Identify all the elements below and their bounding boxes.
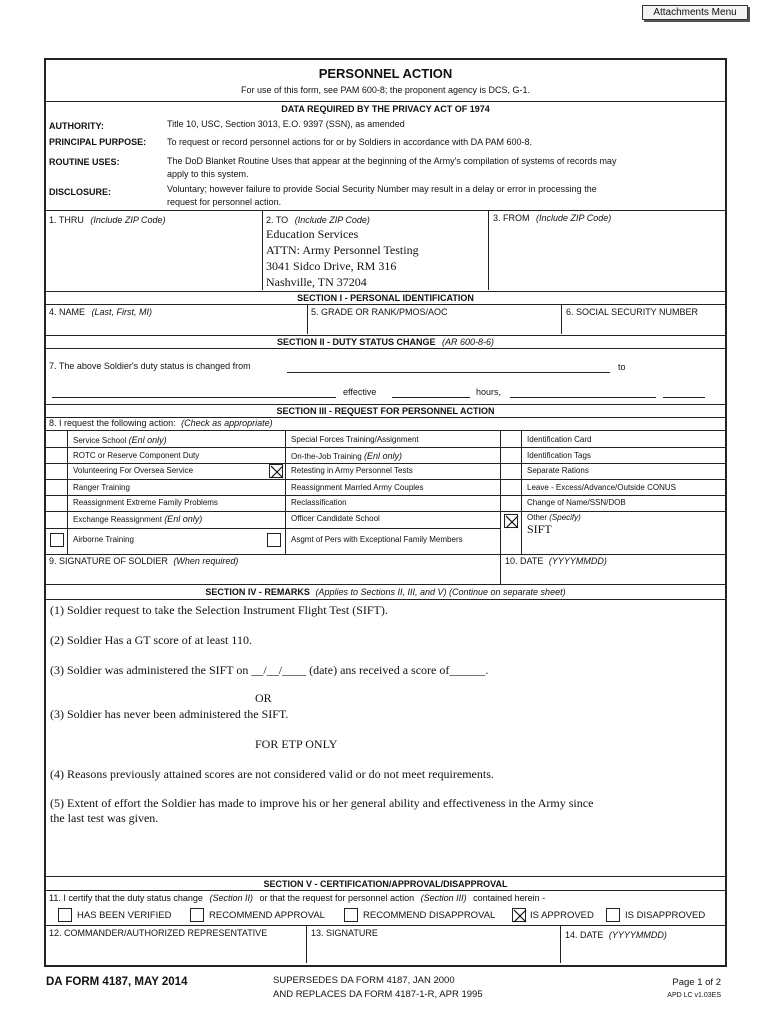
exceptional-family-checkbox[interactable]: [267, 533, 281, 547]
service-school-option[interactable]: Service School (Enl only): [73, 435, 167, 445]
check-x-icon: [513, 909, 527, 923]
supersedes-line-1: SUPERSEDES DA FORM 4187, JAN 2000: [273, 975, 455, 986]
remark-line: the last test was given.: [50, 811, 159, 825]
recommend-disapproval-label: RECOMMEND DISAPPROVAL: [363, 910, 496, 921]
recommend-approval-checkbox[interactable]: [190, 908, 204, 922]
airborne-training-option[interactable]: Airborne Training: [73, 535, 134, 544]
other-checkbox[interactable]: [504, 514, 518, 528]
to-label: 2. TO: [266, 215, 289, 225]
remark-line: OR: [255, 691, 272, 705]
exceptional-family-option[interactable]: Asgmt of Pers with Exceptional Family Members: [291, 535, 463, 544]
purpose-text: To request or record personnel actions for or by Soldiers in accordance with DA PAM 600-8.: [167, 137, 533, 147]
request-label: 8. I request the following action:: [49, 418, 176, 428]
to-address-line-2: ATTN: Army Personnel Testing: [266, 243, 419, 257]
grade-field[interactable]: 5. GRADE OR RANK/PMOS/AOC: [311, 307, 448, 317]
from-field[interactable]: [493, 213, 611, 223]
remark-line: (1) Soldier request to take the Selection Instrument Flight Test (SIFT).: [50, 603, 388, 617]
supersedes-line-2: AND REPLACES DA FORM 4187-1-R, APR 1995: [273, 989, 483, 1000]
to-address-line-4: Nashville, TN 37204: [266, 275, 367, 289]
soldier-signature-hint: (When required): [173, 556, 239, 566]
from-status-input[interactable]: [287, 372, 610, 373]
ojt-option[interactable]: On-the-Job Training (Enl only): [291, 451, 402, 461]
form-title: PERSONNEL ACTION: [318, 66, 453, 81]
approval-date-field[interactable]: [565, 930, 667, 940]
hours-extra-input[interactable]: [663, 397, 705, 398]
verified-checkbox[interactable]: [58, 908, 72, 922]
section2-ref: (AR 600-8-6): [442, 337, 495, 347]
form-id: DA FORM 4187, MAY 2014: [46, 976, 188, 988]
thru-hint: (Include ZIP Code): [90, 215, 166, 225]
section2-heading: [44, 337, 727, 347]
effective-word: effective: [343, 387, 377, 397]
ranger-training-option[interactable]: Ranger Training: [73, 483, 130, 492]
retesting-option[interactable]: Retesting in Army Personnel Tests: [291, 466, 413, 475]
is-disapproved-label: IS DISAPPROVED: [625, 910, 706, 921]
approval-date-label: 14. DATE: [565, 930, 604, 940]
hours-input[interactable]: [510, 397, 656, 398]
form-version: APD LC v1.03ES: [667, 992, 721, 999]
from-hint: (Include ZIP Code): [536, 213, 612, 223]
section3-heading: SECTION III - REQUEST FOR PERSONNEL ACTION: [276, 406, 495, 416]
thru-field[interactable]: [49, 215, 166, 225]
section5-heading: SECTION V - CERTIFICATION/APPROVAL/DISAPPROVAL: [263, 879, 508, 889]
oversea-service-option[interactable]: Volunteering For Oversea Service: [73, 466, 194, 475]
authority-label: AUTHORITY:: [49, 121, 104, 131]
is-disapproved-checkbox[interactable]: [606, 908, 620, 922]
rotc-duty-option[interactable]: ROTC or Reserve Component Duty: [73, 451, 200, 460]
thru-label: 1. THRU: [49, 215, 84, 225]
is-approved-label: IS APPROVED: [530, 910, 594, 921]
recommend-disapproval-checkbox[interactable]: [344, 908, 358, 922]
is-approved-checkbox[interactable]: [512, 908, 526, 922]
disclosure-text-1: Voluntary; however failure to provide Social Security Number may result in a delay or error in processing the: [167, 184, 597, 194]
married-couples-option[interactable]: Reassignment Married Army Couples: [291, 483, 424, 492]
remark-line: (3) Soldier has never been administered the SIFT.: [50, 707, 289, 721]
to-address-line-1: Education Services: [266, 227, 359, 241]
from-label: 3. FROM: [493, 213, 530, 223]
request-hint: (Check as appropriate): [181, 418, 273, 428]
routine-text-2: apply to this system.: [167, 169, 249, 179]
retesting-checkbox[interactable]: [269, 464, 283, 478]
ocs-option[interactable]: Officer Candidate School: [291, 514, 380, 523]
section4-title: SECTION IV - REMARKS: [205, 587, 310, 597]
separate-rations-option[interactable]: Separate Rations: [527, 466, 589, 475]
other-specify-value[interactable]: SIFT: [527, 522, 552, 536]
other-option[interactable]: Other (Specify): [527, 513, 581, 522]
soldier-signature-field[interactable]: [49, 556, 238, 566]
leave-option[interactable]: Leave - Excess/Advance/Outside CONUS: [527, 483, 676, 492]
to-address-line-3: 3041 Sidco Drive, RM 316: [266, 259, 397, 273]
hours-word: hours,: [476, 387, 502, 397]
name-field[interactable]: [49, 307, 152, 317]
remark-line: (4) Reasons previously attained scores are not considered valid or do not meet requirements.: [50, 767, 494, 781]
attachments-menu-button[interactable]: Attachments Menu: [642, 5, 748, 20]
page-number: Page 1 of 2: [672, 977, 721, 988]
routine-label: ROUTINE USES:: [49, 157, 120, 167]
approval-date-hint: (YYYYMMDD): [608, 930, 667, 940]
recommend-approval-label: RECOMMEND APPROVAL: [209, 910, 325, 921]
commander-field[interactable]: 12. COMMANDER/AUTHORIZED REPRESENTATIVE: [49, 928, 268, 938]
form-frame: [44, 58, 727, 967]
duty-status-line: 7. The above Soldier's duty status is changed from: [49, 361, 251, 371]
remark-line: (2) Soldier Has a GT score of at least 110.: [50, 633, 252, 647]
disclosure-label: DISCLOSURE:: [49, 187, 112, 197]
name-change-option[interactable]: Change of Name/SSN/DOB: [527, 498, 626, 507]
to-word: to: [618, 362, 626, 372]
section2-title: SECTION II - DUTY STATUS CHANGE: [276, 337, 436, 347]
privacy-heading: DATA REQUIRED BY THE PRIVACY ACT OF 1974: [281, 104, 490, 114]
id-card-option[interactable]: Identification Card: [527, 435, 592, 444]
exchange-reassignment-option[interactable]: Exchange Reassignment (Enl only): [73, 514, 203, 524]
name-hint: (Last, First, MI): [91, 307, 153, 317]
authority-text: Title 10, USC, Section 3013, E.O. 9397 (SSN), as amended: [167, 119, 405, 129]
soldier-date-label: 10. DATE: [505, 556, 544, 566]
signature-field[interactable]: 13. SIGNATURE: [311, 928, 378, 938]
soldier-date-field[interactable]: [505, 556, 607, 566]
to-hint: (Include ZIP Code): [294, 215, 370, 225]
check-x-icon: [270, 465, 284, 479]
request-line: [49, 418, 273, 428]
special-forces-option[interactable]: Special Forces Training/Assignment: [291, 435, 419, 444]
id-tags-option[interactable]: Identification Tags: [527, 451, 591, 460]
remark-line: (5) Extent of effort the Soldier has made to improve his or her general ability and effectiveness in the Army since: [50, 796, 594, 810]
ssn-field[interactable]: 6. SOCIAL SECURITY NUMBER: [566, 307, 699, 317]
airborne-training-checkbox[interactable]: [50, 533, 64, 547]
check-x-icon: [505, 515, 519, 529]
reclassification-option[interactable]: Reclassification: [291, 498, 347, 507]
certify-line: 11. I certify that the duty status change (Section II) or that the request for personnel action (Section III) contained herein -: [49, 893, 546, 903]
disclosure-text-2: request for personnel action.: [167, 197, 282, 207]
to-status-input[interactable]: [52, 397, 336, 398]
remark-line: (3) Soldier was administered the SIFT on __/__/____ (date) ans received a score of______.: [50, 663, 489, 677]
verified-label: HAS BEEN VERIFIED: [77, 910, 172, 921]
form-subtitle: For use of this form, see PAM 600-8; the proponent agency is DCS, G-1.: [241, 85, 530, 95]
routine-text-1: The DoD Blanket Routine Uses that appear at the beginning of the Army's compilation of systems of records may: [167, 156, 617, 166]
effective-date-input[interactable]: [392, 397, 470, 398]
family-problems-option[interactable]: Reassignment Extreme Family Problems: [73, 498, 218, 507]
section4-heading: [44, 587, 727, 597]
name-label: 4. NAME: [49, 307, 86, 317]
section1-heading: SECTION I - PERSONAL IDENTIFICATION: [297, 293, 474, 303]
to-field[interactable]: [266, 215, 370, 225]
soldier-date-hint: (YYYYMMDD): [548, 556, 607, 566]
section4-hint: (Applies to Sections II, III, and V) (Continue on separate sheet): [315, 587, 566, 597]
soldier-signature-label: 9. SIGNATURE OF SOLDIER: [49, 556, 168, 566]
remark-line: FOR ETP ONLY: [255, 737, 338, 751]
purpose-label: PRINCIPAL PURPOSE:: [49, 137, 147, 147]
